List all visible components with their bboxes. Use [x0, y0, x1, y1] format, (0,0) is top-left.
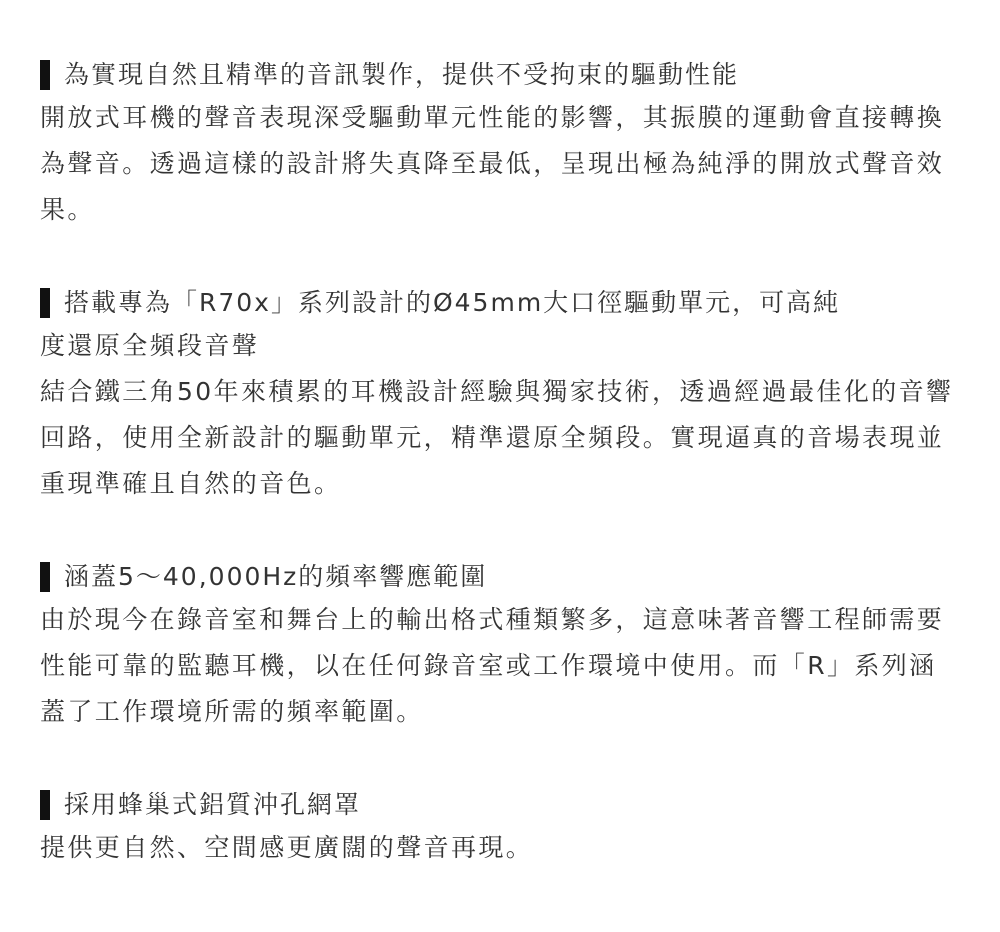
feature-section-honeycomb-mesh: [40, 785, 960, 871]
section-body-text: 開放式耳機的聲音表現深受驅動單元性能的影響，其振膜的運動會直接轉換為聲音。透過這樣的設計將失真降至最低，呈現出極為純淨的開放式聲音效果。: [40, 103, 945, 224]
heading-bar-marker: [40, 288, 50, 318]
section-heading: [40, 283, 960, 323]
section-body-text: 結合鐵三角50年來積累的耳機設計經驗與獨家技術，透過經過最佳化的音響回路，使用全新設計的驅動單元，精準還原全頻段。實現逼真的音場表現並重現準確且自然的音色。: [40, 377, 954, 498]
section-heading-text: 涵蓋5～40,000Hz的頻率響應範圍: [64, 562, 488, 591]
section-heading-continuation: 度還原全頻段音聲: [40, 331, 260, 360]
feature-section-frequency-response: [40, 557, 960, 735]
section-heading: [40, 785, 960, 825]
section-heading-text: 為實現自然且精準的音訊製作，提供不受拘束的驅動性能: [64, 60, 740, 89]
feature-section-45mm-driver: [40, 283, 960, 507]
section-heading: [40, 55, 960, 95]
section-body-text: 提供更自然、空間感更廣闊的聲音再現。: [40, 833, 534, 862]
section-heading-text: 搭載專為「R70x」系列設計的Ø45mm大口徑驅動單元，可高純: [64, 288, 841, 317]
section-body-text: 由於現今在錄音室和舞台上的輸出格式種類繁多，這意味著音響工程師需要性能可靠的監聽耳機，以在任何錄音室或工作環境中使用。而「R」系列涵蓋了工作環境所需的頻率範圍。: [40, 605, 945, 726]
heading-bar-marker: [40, 60, 50, 90]
section-heading: [40, 557, 960, 597]
heading-bar-marker: [40, 562, 50, 592]
heading-bar-marker: [40, 790, 50, 820]
section-heading-text: 採用蜂巢式鋁質沖孔網罩: [64, 790, 362, 819]
feature-section-driver-performance: [40, 55, 960, 233]
